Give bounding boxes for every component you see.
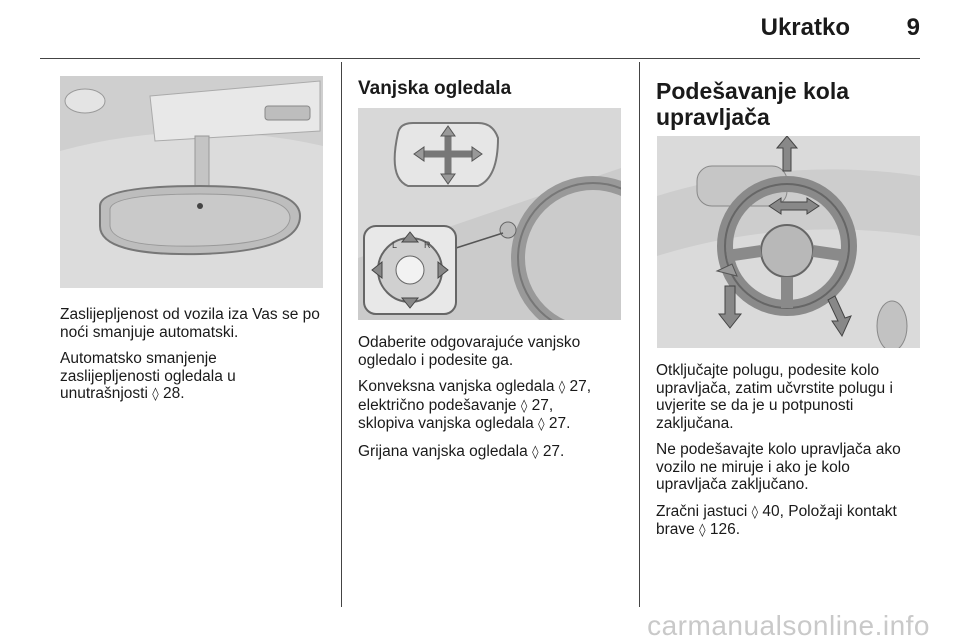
page-reference-link[interactable]: 27.	[542, 442, 565, 460]
paragraph: Zračni jastuci ◊ 40, Položaji kontakt brave ◊ 126.	[656, 502, 897, 538]
reference-arrow-icon: ◊	[538, 417, 545, 432]
steering-wheel-adjustment-illustration-icon	[657, 136, 920, 348]
section-heading: Podešavanje kola upravljača	[656, 78, 850, 130]
page-reference-link[interactable]: 40, Položaji kontakt	[762, 502, 897, 520]
paragraph: Zaslijepljenost od vozila iza Vas se po noći smanjuje automatski.	[60, 306, 320, 341]
paragraph: Ne podešavajte kolo upravljača ako vozilo ne miruje i ako je kolo upravljača zaključano.	[656, 441, 901, 493]
page-reference-link[interactable]: 28.	[162, 385, 185, 402]
page-reference-link[interactable]: 27,	[569, 378, 592, 395]
reference-arrow-icon: ◊	[751, 504, 759, 520]
rearview-mirror-illustration-icon	[60, 76, 323, 288]
steering-wheel-figure	[657, 136, 920, 348]
page-number: 9	[906, 14, 920, 41]
page-reference-link[interactable]: 126.	[709, 521, 741, 538]
section-title: Ukratko	[760, 14, 850, 41]
reference-arrow-icon: ◊	[152, 387, 159, 402]
reference-arrow-icon: ◊	[558, 380, 566, 395]
watermark: carmanualsonline.info	[647, 610, 930, 641]
paragraph: Otključajte polugu, podesite kolo upravljača, zatim učvrstite polugu i uvjerite se da je u potpunosti zaključana.	[656, 362, 893, 432]
exterior-mirror-adjustment-illustration-icon	[358, 108, 621, 320]
section-heading: Vanjska ogledala	[358, 78, 512, 99]
reference-arrow-icon: ◊	[520, 398, 528, 414]
exterior-mirror-figure	[358, 108, 621, 320]
col2-text	[358, 334, 628, 470]
column-divider-1	[341, 62, 342, 607]
svg-text:R: R	[424, 240, 431, 250]
col1-text	[60, 306, 330, 413]
paragraph: Grijana vanjska ogledala ◊ 27.	[358, 442, 565, 460]
paragraph: Automatsko smanjenje zaslijepljenosti ogledala u unutrašnjosti ◊ 28.	[60, 350, 236, 402]
page-reference-link[interactable]: 27,	[531, 396, 554, 414]
page-reference-link[interactable]: 27.	[548, 415, 571, 432]
col3-text	[656, 362, 926, 549]
reference-arrow-icon: ◊	[699, 523, 706, 538]
header-rule	[40, 58, 920, 59]
column-divider-2	[639, 62, 640, 607]
reference-arrow-icon: ◊	[532, 444, 539, 460]
paragraph: Odaberite odgovarajuće vanjsko ogledalo i podesite ga.	[358, 334, 581, 369]
rearview-mirror-figure	[60, 76, 323, 288]
paragraph: Konveksna vanjska ogledala ◊ 27, električno podešavanje ◊ 27, sklopiva vanjska ogledala ◊ 27.	[358, 378, 592, 432]
svg-text:L: L	[392, 240, 398, 250]
